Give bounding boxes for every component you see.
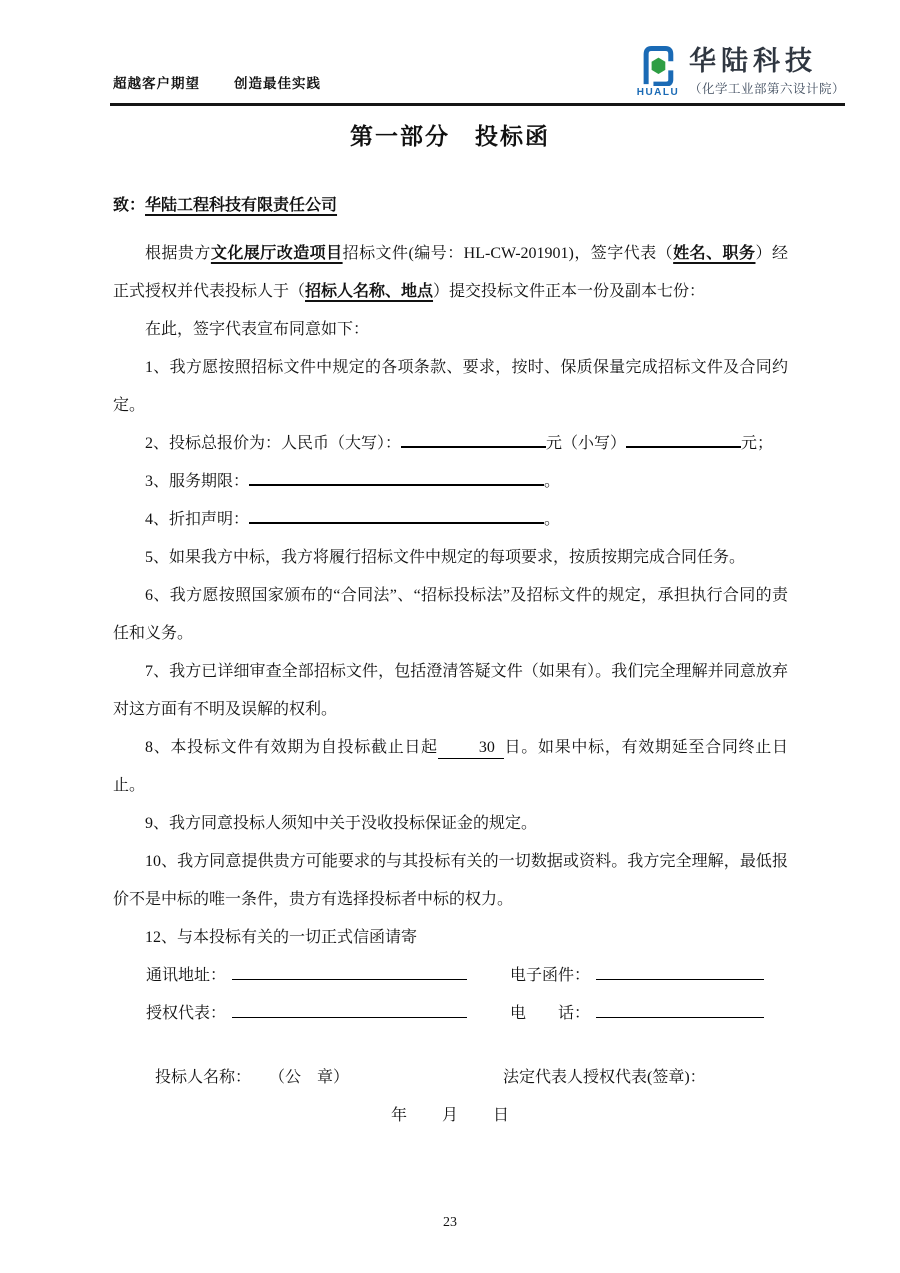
addressee-label: 致： (113, 197, 146, 214)
item-3-period: 。 (544, 473, 561, 490)
company-logo (635, 42, 845, 98)
bidder-signature-block (113, 1059, 503, 1097)
intro-text-1: 根据贵方 (145, 245, 211, 262)
item-12: 12、与本投标有关的一切正式信函请寄 (145, 929, 418, 946)
logo-icon-column (635, 42, 681, 98)
contact-row-1 (113, 957, 788, 995)
document-title: 第一部分 投标函 (350, 124, 550, 149)
representative-label: 授权代表： (146, 1005, 227, 1022)
page-header (0, 0, 900, 98)
intro-text-4: ）提交投标文件正本一份及副本七份： (433, 283, 706, 300)
email-label: 电子函件： (510, 967, 591, 984)
company-seal-placeholder: （公 章） (277, 1069, 350, 1086)
item-10: 10、我方同意提供贵方可能要求的与其投标有关的一切数据或资料。我方完全理解，最低报价不是中标的唯一条件，贵方有选择投标者中标的权力。 (113, 853, 788, 908)
representative-blank (232, 1003, 467, 1018)
item-4 (113, 501, 788, 539)
item-2 (113, 425, 788, 463)
address-label: 通讯地址： (146, 967, 227, 984)
validity-days-value: 30 (438, 738, 504, 759)
item-6: 6、我方愿按照国家颁布的“合同法”、“招标投标法”及招标文件的规定，承担执行合同的责任和义务。 (113, 587, 788, 642)
price-figures-blank (626, 433, 741, 448)
slogan-right: 创造最佳实践 (234, 76, 321, 91)
item-1: 1、我方愿按照招标文件中规定的各项条款、要求，按时、保质保量完成招标文件及合同约定。 (113, 359, 788, 414)
item-2-text-b: 元（小写） (546, 435, 627, 452)
item-8-text-a: 8、本投标文件有效期为自投标截止日起 (145, 739, 438, 756)
hualu-logo-icon (637, 42, 679, 86)
service-term-blank (249, 471, 544, 486)
email-blank (596, 965, 764, 980)
intro-paragraph (113, 235, 788, 311)
address-field (113, 957, 510, 995)
item-5: 5、如果我方中标，我方将履行招标文件中规定的每项要求，按质按期完成合同任务。 (145, 549, 746, 566)
representative-field (113, 995, 510, 1033)
phone-blank (596, 1003, 764, 1018)
item-7: 7、我方已详细审查全部招标文件，包括澄清答疑文件（如果有）。我们完全理解并同意放弃对这方面有不明及误解的权利。 (113, 663, 788, 718)
item-8 (113, 729, 788, 805)
legal-representative-label: 法定代表人授权代表(签章)： (503, 1069, 706, 1086)
discount-blank (249, 509, 544, 524)
item-8-text-b: 日。如果中标，有效期延至合同终止日止。 (113, 739, 788, 794)
signature-row (113, 1059, 788, 1097)
item-3-label: 3、服务期限： (145, 473, 250, 490)
item-9: 9、我方同意投标人须知中关于没收投标保证金的规定。 (145, 815, 538, 832)
document-body (113, 191, 788, 1135)
price-words-blank (401, 433, 546, 448)
company-slogan (113, 72, 321, 98)
date-line: 年 月 日 (390, 1107, 510, 1124)
item-3 (113, 463, 788, 501)
item-4-label: 4、折扣声明： (145, 511, 250, 528)
item-2-text-a: 2、投标总报价为：人民币（大写）： (145, 435, 402, 452)
brand-subtitle: （化学工业部第六设计院） (688, 82, 845, 96)
phone-label: 电 话： (510, 1005, 591, 1022)
bidder-name-label: 投标人名称： (155, 1069, 252, 1086)
address-blank (232, 965, 467, 980)
project-name: 文化展厅改造项目 (210, 245, 343, 262)
page-number: 23 (443, 1215, 457, 1230)
brand-text-column (689, 47, 845, 98)
legal-representative-block (503, 1059, 706, 1097)
declare-line: 在此，签字代表宣布同意如下： (145, 321, 370, 338)
email-field (510, 957, 788, 995)
header-divider (110, 103, 845, 106)
addressee-name: 华陆工程科技有限责任公司 (145, 197, 338, 214)
brand-name: 华陆科技 (688, 46, 817, 77)
page-footer (0, 1215, 900, 1231)
signer-placeholder: 姓名、职务 (673, 245, 756, 262)
phone-field (510, 995, 788, 1033)
item-4-period: 。 (544, 511, 561, 528)
item-2-text-c: 元； (741, 435, 774, 452)
slogan-left: 超越客户期望 (113, 76, 200, 91)
intro-text-2: 招标文件(编号：HL-CW-201901)，签字代表（ (342, 245, 674, 262)
addressee-line (113, 191, 788, 221)
contact-row-2 (113, 995, 788, 1033)
bidder-placeholder: 招标人名称、地点 (305, 283, 434, 300)
logo-wordmark: HUALU (636, 87, 680, 98)
intro-text-3: ）经正式授权并代表投标人于（ (113, 245, 788, 300)
